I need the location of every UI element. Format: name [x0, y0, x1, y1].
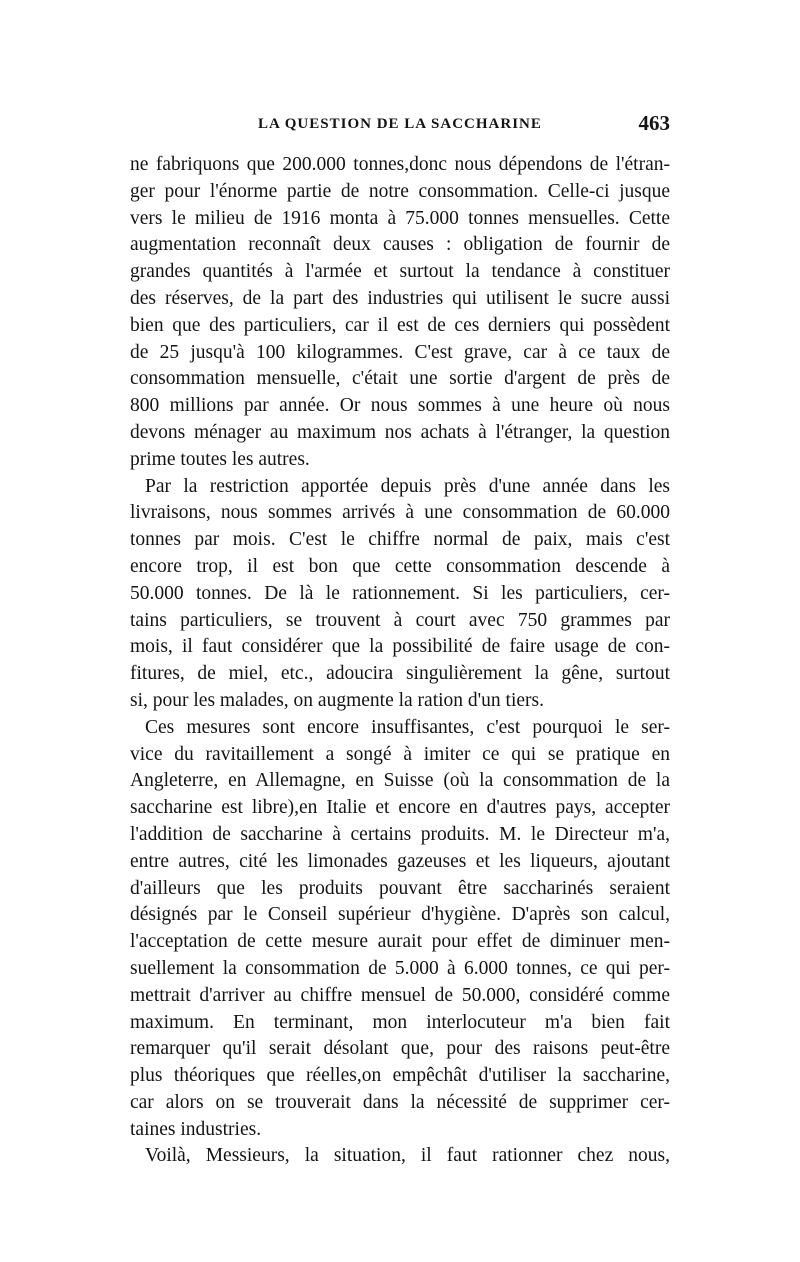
- text-line: augmentation reconnaît deux causes : obligation de fournir de: [130, 234, 670, 256]
- text-line: suellement la consommation de 5.000 à 6.000 tonnes, ce qui per-: [130, 957, 670, 979]
- text-line: grandes quantités à l'armée et surtout la tendance à constituer: [130, 261, 670, 283]
- text-line: 50.000 tonnes. De là le rationnement. Si les particuliers, cer-: [130, 582, 670, 604]
- text-line: maximum. En terminant, mon interlocuteur m'a bien fait: [130, 1011, 670, 1033]
- text-line: Angleterre, en Allemagne, en Suisse (où la consommation de la: [130, 770, 670, 792]
- text-line: Par la restriction apportée depuis près d'une année dans les: [145, 475, 670, 497]
- text-line: prime toutes les autres.: [130, 448, 310, 470]
- text-line: taines industries.: [130, 1118, 262, 1140]
- text-line: tonnes par mois. C'est le chiffre normal de paix, mais c'est: [130, 529, 670, 551]
- text-line: bien que des particuliers, car il est de ces derniers qui possèdent: [130, 314, 670, 336]
- text-line: ger pour l'énorme partie de notre consommation. Celle-ci jusque: [130, 180, 670, 202]
- text-line: plus théoriques que réelles,on empêchât d'utiliser la saccharine,: [130, 1065, 670, 1087]
- text-line: fitures, de miel, etc., adoucira singulièrement la gêne, surtout: [130, 663, 670, 685]
- page-number: 463: [638, 111, 670, 135]
- text-line: des réserves, de la part des industries qui utilisent le sucre aussi: [130, 287, 670, 309]
- running-head: [130, 112, 670, 140]
- text-line: entre autres, cité les limonades gazeuses et les liqueurs, ajoutant: [130, 850, 670, 872]
- text-line: tains particuliers, se trouvent à court avec 750 grammes par: [130, 609, 670, 631]
- text-line: livraisons, nous sommes arrivés à une consommation de 60.000: [130, 502, 670, 524]
- text-line: remarquer qu'il serait désolant que, pour des raisons peut-être: [130, 1038, 670, 1060]
- text-line: l'addition de saccharine à certains produits. M. le Directeur m'a,: [130, 823, 670, 845]
- text-line: vice du ravitaillement a songé à imiter ce qui se pratique en: [130, 743, 670, 765]
- text-line: mettrait d'arriver au chiffre mensuel de 50.000, considéré comme: [130, 984, 670, 1006]
- text-line: saccharine est libre),en Italie et encore en d'autres pays, accepter: [130, 797, 670, 819]
- text-line: encore trop, il est bon que cette consommation descende à: [130, 555, 670, 577]
- running-title: LA QUESTION DE LA SACCHARINE: [258, 116, 542, 132]
- text-line: de 25 jusqu'à 100 kilogrammes. C'est grave, car à ce taux de: [130, 341, 670, 363]
- text-line: ne fabriquons que 200.000 tonnes,donc nous dépendons de l'étran-: [130, 154, 670, 175]
- text-line: désignés par le Conseil supérieur d'hygiène. D'après son calcul,: [130, 904, 670, 926]
- text-line: l'acceptation de cette mesure aurait pour effet de diminuer men-: [130, 931, 670, 953]
- text-line: devons ménager au maximum nos achats à l'étranger, la question: [130, 421, 670, 443]
- text-line: mois, il faut considérer que la possibilité de faire usage de con-: [130, 636, 670, 658]
- text-line: si, pour les malades, on augmente la ration d'un tiers.: [130, 689, 544, 711]
- text-line: Ces mesures sont encore insuffisantes, c'est pourquoi le ser-: [145, 716, 670, 738]
- body-text: [130, 152, 670, 1170]
- text-line: car alors on se trouverait dans la nécessité de supprimer cer-: [130, 1091, 670, 1113]
- text-line: consommation mensuelle, c'était une sortie d'argent de près de: [130, 368, 670, 390]
- text-line: 800 millions par année. Or nous sommes à une heure où nous: [130, 395, 670, 417]
- text-line: Voilà, Messieurs, la situation, il faut rationner chez nous,: [145, 1145, 670, 1167]
- text-line: vers le milieu de 1916 monta à 75.000 tonnes mensuelles. Cette: [130, 207, 670, 229]
- text-line: d'ailleurs que les produits pouvant être saccharinés seraient: [130, 877, 670, 899]
